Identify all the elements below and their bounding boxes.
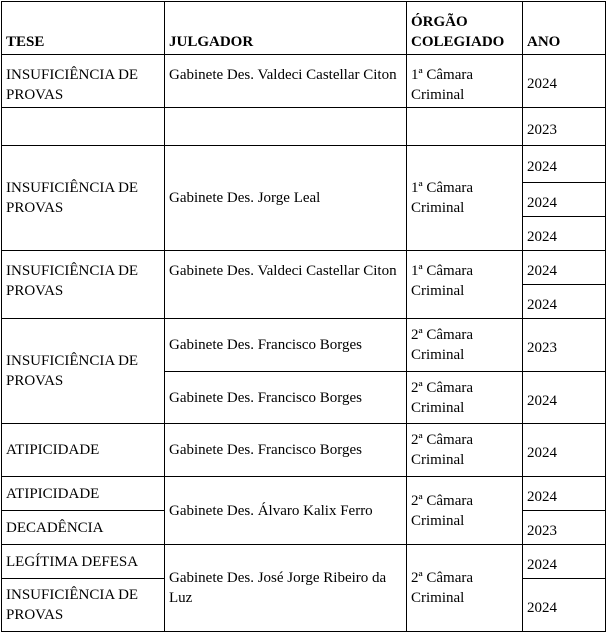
ano-cell: 2024: [523, 424, 606, 477]
orgao-cell: 2ª Câmara Criminal: [407, 424, 523, 477]
header-julgador: JULGADOR: [165, 2, 407, 55]
ano-cell: 2024: [523, 285, 606, 319]
tese-cell: LEGÍTIMA DEFESA: [2, 545, 165, 579]
table-row: [2, 251, 606, 285]
orgao-cell: 2ª Câmara Criminal: [407, 477, 523, 545]
table-row: [2, 108, 606, 146]
orgao-cell: 1ª Câmara Criminal: [407, 55, 523, 108]
ano-cell: 2024: [523, 545, 606, 579]
ano-cell: 2024: [523, 55, 606, 108]
table-row: [2, 545, 606, 579]
ano-cell: 2023: [523, 511, 606, 545]
orgao-cell: 2ª Câmara Criminal: [407, 372, 523, 424]
orgao-cell: 2ª Câmara Criminal: [407, 545, 523, 632]
tese-cell: DECADÊNCIA: [2, 511, 165, 545]
orgao-cell: 1ª Câmara Criminal: [407, 146, 523, 251]
tese-cell: INSUFICIÊNCIA DE PROVAS: [2, 319, 165, 424]
tese-cell: INSUFICIÊNCIA DE PROVAS: [2, 55, 165, 108]
header-tese: TESE: [2, 2, 165, 55]
tese-cell: ATIPICIDADE: [2, 477, 165, 511]
tese-cell: [2, 108, 165, 146]
table-row: [2, 424, 606, 477]
tese-cell: ATIPICIDADE: [2, 424, 165, 477]
table-header-row: [2, 2, 606, 55]
orgao-cell: 1ª Câmara Criminal: [407, 251, 523, 319]
ano-cell: 2024: [523, 146, 606, 183]
julgador-cell: Gabinete Des. Francisco Borges: [165, 372, 407, 424]
ano-cell: 2023: [523, 108, 606, 146]
ano-cell: 2023: [523, 319, 606, 372]
orgao-cell: 2ª Câmara Criminal: [407, 319, 523, 372]
julgador-cell: Gabinete Des. Jorge Leal: [165, 146, 407, 251]
julgador-cell: Gabinete Des. Francisco Borges: [165, 319, 407, 372]
ano-cell: 2024: [523, 217, 606, 251]
julgador-cell: Gabinete Des. Valdeci Castellar Citon: [165, 251, 407, 319]
table-row: [2, 477, 606, 511]
julgador-cell: Gabinete Des. José Jorge Ribeiro da Luz: [165, 545, 407, 632]
table-row: [2, 146, 606, 183]
jurisprudence-table: [1, 1, 606, 632]
orgao-cell: [407, 108, 523, 146]
ano-cell: 2024: [523, 183, 606, 217]
table-row: [2, 55, 606, 108]
header-orgao: ÓRGÃO COLEGIADO: [407, 2, 523, 55]
julgador-cell: [165, 108, 407, 146]
julgador-cell: Gabinete Des. Francisco Borges: [165, 424, 407, 477]
ano-cell: 2024: [523, 579, 606, 632]
header-ano: ANO: [523, 2, 606, 55]
julgador-cell: Gabinete Des. Álvaro Kalix Ferro: [165, 477, 407, 545]
ano-cell: 2024: [523, 477, 606, 511]
ano-cell: 2024: [523, 251, 606, 285]
tese-cell: INSUFICIÊNCIA DE PROVAS: [2, 579, 165, 632]
ano-cell: 2024: [523, 372, 606, 424]
tese-cell: INSUFICIÊNCIA DE PROVAS: [2, 251, 165, 319]
tese-cell: INSUFICIÊNCIA DE PROVAS: [2, 146, 165, 251]
julgador-cell: Gabinete Des. Valdeci Castellar Citon: [165, 55, 407, 108]
table-row: [2, 319, 606, 372]
